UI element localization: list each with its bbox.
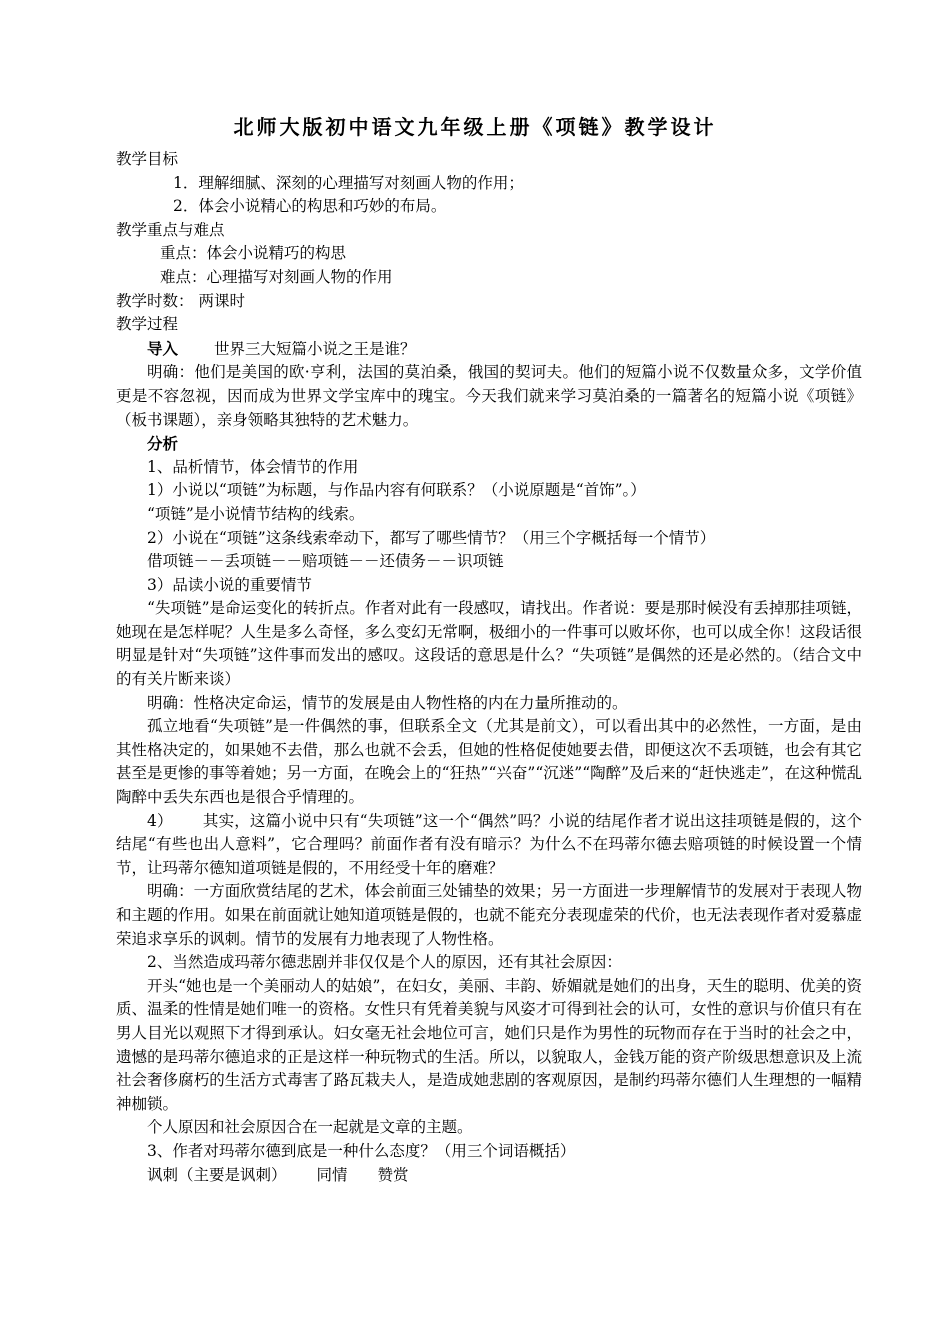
hours-line — [116, 290, 862, 314]
section3-answer-2: 同情 — [316, 1165, 348, 1184]
section1-question-1: 1）小说以“项链”为标题，与作品内容有何联系？（小说原题是“首饰”。） — [147, 481, 646, 500]
intro-answer: 明确：他们是美国的欧·亨利，法国的莫泊桑，俄国的契诃夫。他们的短篇小说不仅数量众多，文学价值更是不容忽视，因而成为世界文学宝库中的瑰宝。今天我们就来学习莫泊桑的一篇著名的短篇小说《项链》（板书课题），亲身领略其独特的艺术魅力。 — [116, 363, 862, 429]
section1-question-4-text: 其实，这篇小说中只有“失项链”这一个“偶然”吗？小说的结尾作者才说出这挂项链是假的，这个结尾“有些也出人意料”，它合理吗？前面作者有没有暗示？为什么不在玛蒂尔德去赔项链的时候设置一个情节，让玛蒂尔德知道项链是假的，不用经受十年的磨难？ — [116, 811, 862, 877]
goals-heading: 教学目标 — [116, 150, 179, 168]
analysis-heading: 分析 — [147, 434, 179, 454]
section2-heading: 2、当然造成玛蒂尔德悲剧并非仅仅是个人的原因，还有其社会原因： — [147, 953, 622, 972]
hours-label: 教学时数： — [116, 291, 194, 310]
section1-answer-1: “项链”是小说情节结构的线索。 — [147, 504, 365, 523]
section2-paragraph-2: 个人原因和社会原因合在一起就是文章的主题。 — [147, 1118, 473, 1137]
hours-value: 两课时 — [198, 291, 245, 310]
section1-question-4 — [116, 810, 862, 881]
section1-paragraph-4: 明确：一方面欣赏结尾的艺术，体会前面三处铺垫的效果；另一方面进一步理解情节的发展对于表现人物和主题的作用。如果在前面就让她知道项链是假的，也就不能充分表现虚荣的代价，也无法表现作者对爱慕虚荣追求享乐的讽刺。情节的发展有力地表现了人物性格。 — [116, 882, 862, 948]
goal-item-2: 2．体会小说精心的构思和巧妙的布局。 — [173, 197, 447, 216]
section2-paragraph-1: 开头“她也是一个美丽动人的姑娘”，在妇女，美丽、丰韵、娇媚就是她们的出身，天生的聪明、优美的资质、温柔的性情是她们唯一的资格。女性只有凭着美貌与风姿才可得到社会的认可，女性的意识与价值只有在男人目光以观照下才得到承认。妇女毫无社会地位可言，她们只是作为男性的玩物而存在于当时的社会之中，遗憾的是玛蒂尔德追求的正是这样一种玩物式的生活。所以，以貌取人，金钱万能的资产阶级思想意识及上流社会奢侈腐朽的生活方式毒害了路瓦栽夫人，是造成她悲剧的客观原因，是制约玛蒂尔德们人生理想的一幅精神枷锁。 — [116, 976, 862, 1113]
focus-heading: 教学重点与难点 — [116, 220, 225, 239]
intro-label: 导入 — [147, 338, 179, 358]
section1-answer-2: 借项链－－丢项链－－赔项链－－还债务－－识项链 — [147, 552, 504, 571]
section3-answer — [116, 1164, 862, 1188]
process-heading: 教学过程 — [116, 315, 179, 334]
section1-paragraph-1: “失项链”是命运变化的转折点。作者对此有一段感叹，请找出。作者说：要是那时候没有丢掉那挂项链，她现在是怎样呢？人生是多么奇怪，多么变幻无常啊，极细小的一件事可以败坏你，也可以成全你！这段话很明显是针对“失项链”这件事而发出的感叹。这段话的意思是什么？“失项链”是偶然的还是必然的。（结合文中的有关片断来谈） — [116, 599, 862, 689]
focus-difficult: 难点：心理描写对刻画人物的作用 — [160, 267, 393, 286]
section1-question-3: 3）品读小说的重要情节 — [147, 575, 312, 594]
section1-paragraph-2: 明确：性格决定命运，情节的发展是由人物性格的内在力量所推动的。 — [147, 693, 628, 712]
section3-answer-3: 赞赏 — [377, 1165, 409, 1184]
document-body — [116, 148, 862, 1187]
section3-answer-1: 讽刺（主要是讽刺） — [147, 1165, 287, 1184]
section1-question-2: 2）小说在“项链”这条线索牵动下，都写了哪些情节？（用三个字概括每一个情节） — [147, 528, 716, 547]
intro-line — [116, 337, 862, 362]
focus-key: 重点：体会小说精巧的构思 — [160, 244, 347, 263]
document-title: 北师大版初中语文九年级上册《项链》教学设计 — [233, 115, 717, 139]
section1-heading: 1、品析情节，体会情节的作用 — [147, 457, 359, 476]
goal-item-1: 1．理解细腻、深刻的心理描写对刻画人物的作用； — [173, 173, 524, 192]
section3-heading: 3、作者对玛蒂尔德到底是一种什么态度？（用三个词语概括） — [147, 1141, 576, 1160]
section1-question-4-num: 4） — [147, 811, 173, 830]
section1-paragraph-3: 孤立地看“失项链”是一件偶然的事，但联系全文（尤其是前文），可以看出其中的必然性，一方面，是由其性格决定的，如果她不去借，那么也就不会丢，但她的性格促使她要去借，即便这次不丢项链，也会有其它甚至是更惨的事等着她；另一方面，在晚会上的“狂热”“兴奋”“沉迷”“陶醉”及后来的“赶快逃走”，在这种慌乱陶醉中丢失东西也是很合乎情理的。 — [116, 717, 862, 807]
intro-question: 世界三大短篇小说之王是谁？ — [214, 339, 416, 358]
